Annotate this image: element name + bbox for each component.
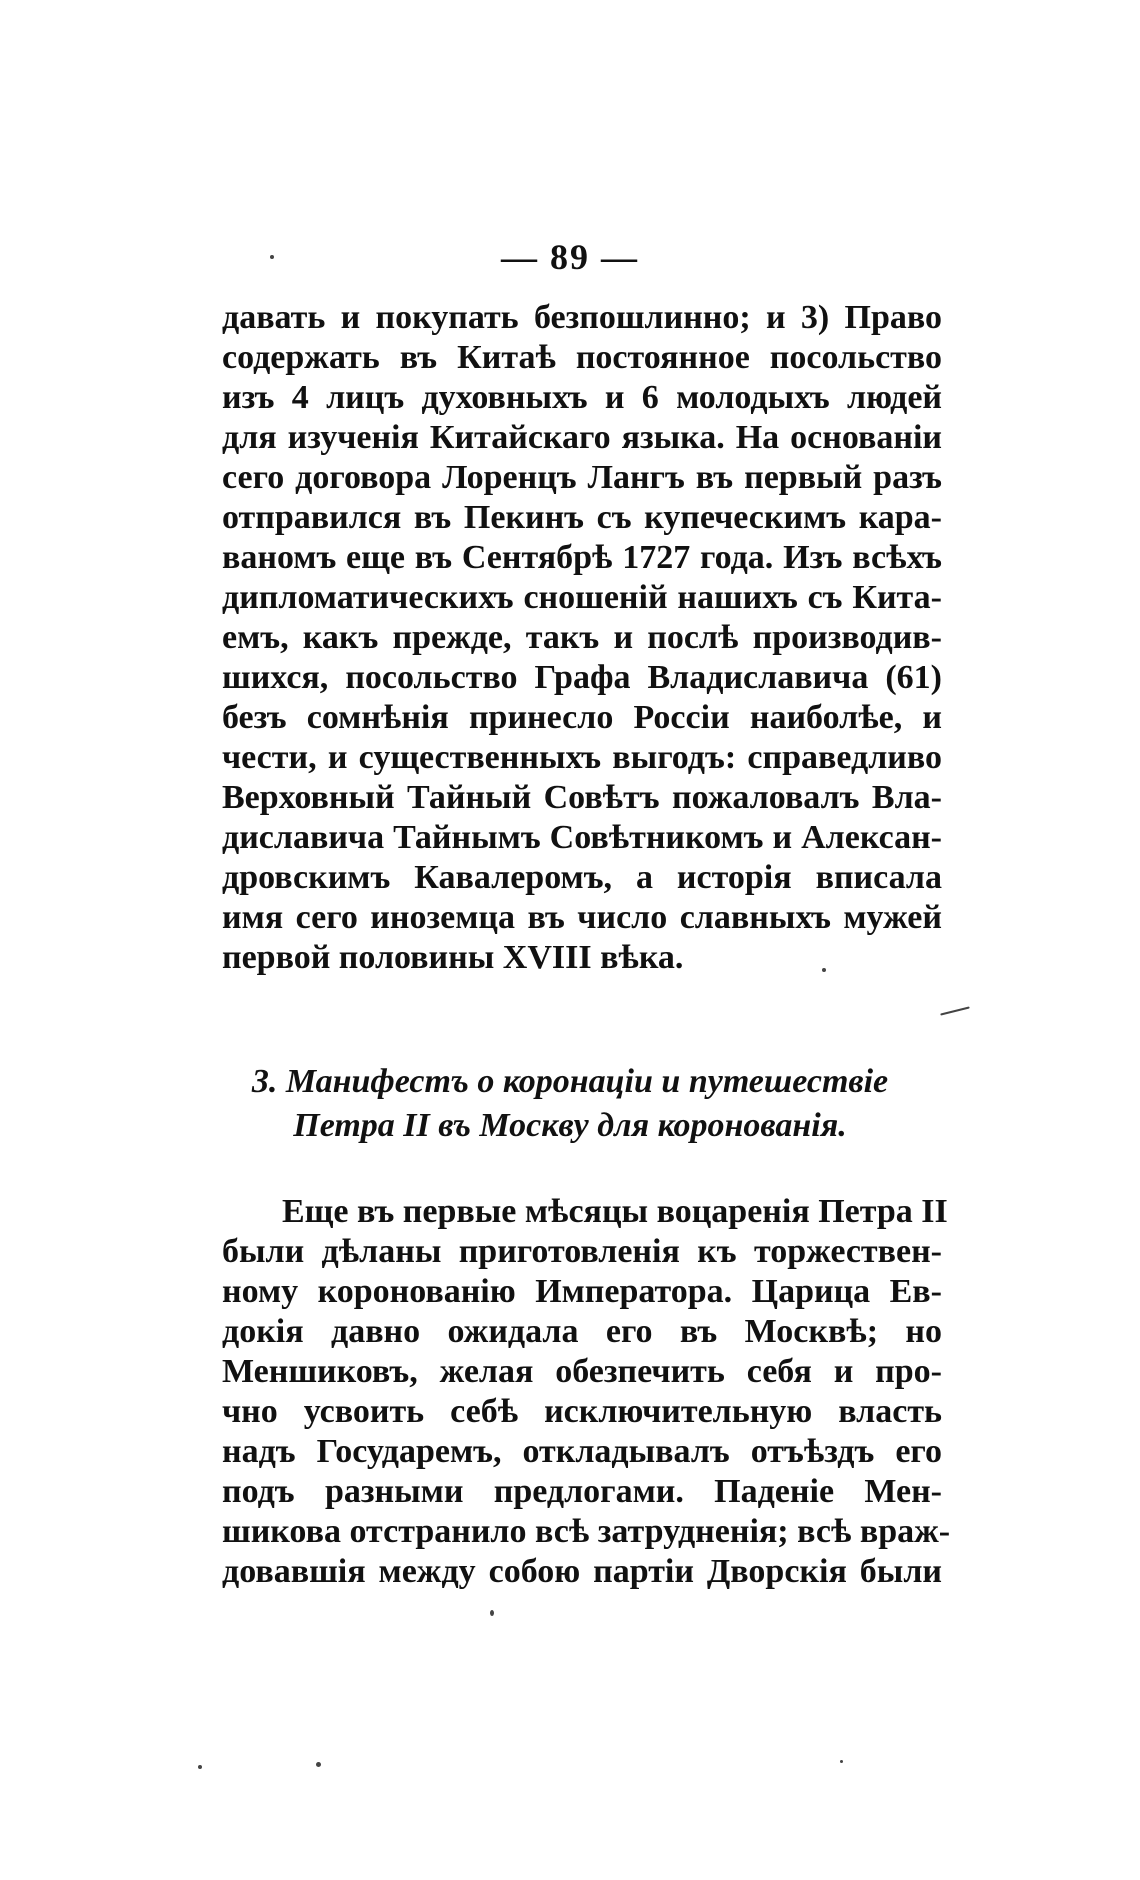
text-line: изъ 4 лицъ духовныхъ и 6 молодыхъ людей: [222, 379, 942, 416]
heading-line: 3. Манифестъ о коронаціи и путешествіе: [251, 1063, 889, 1100]
text-line: емъ, какъ прежде, такъ и послѣ производив-: [222, 619, 942, 656]
text-line: шикова отстранило всѣ затрудненія; всѣ враж-: [222, 1513, 951, 1550]
text-line: первой половины XVIII вѣка.: [222, 939, 684, 976]
scan-speck: [316, 1762, 321, 1767]
scan-speck: [822, 968, 826, 972]
text-line: сего договора Лоренцъ Лангъ въ первый разъ: [222, 459, 942, 496]
text-line: надъ Государемъ, откладывалъ отъѣздъ его: [222, 1433, 942, 1470]
scan-speck: [940, 1006, 970, 1015]
text-line: ному коронованію Императора. Царица Ев-: [222, 1273, 942, 1310]
text-line: диславича Тайнымъ Совѣтникомъ и Алексан-: [222, 819, 942, 856]
heading-line: Петра II въ Москву для коронованія.: [293, 1107, 847, 1144]
paragraph-1: [222, 298, 942, 978]
text-line: довавшія между собою партіи Дворскія были: [222, 1553, 942, 1590]
text-line: подъ разными предлогами. Паденіе Мен-: [222, 1473, 942, 1510]
text-line: Меншиковъ, желая обезпечить себя и про-: [222, 1353, 942, 1390]
text-line: имя сего иноземца въ число славныхъ мужей: [222, 899, 942, 936]
text-line: Верховный Тайный Совѣтъ пожаловалъ Вла-: [222, 779, 942, 816]
text-line: дровскимъ Кавалеромъ, а исторія вписала: [222, 859, 942, 896]
text-line: давать и покупать безпошлинно; и 3) Право: [222, 299, 942, 336]
scan-speck: [198, 1765, 202, 1769]
page-number: — 89 —: [501, 237, 639, 277]
text-line: отправился въ Пекинъ съ купеческимъ кара-: [222, 499, 942, 536]
scan-speck: [840, 1760, 843, 1763]
section-heading: [0, 1060, 1140, 1148]
text-line: дипломатическихъ сношеній нашихъ съ Кита-: [222, 579, 942, 616]
scan-speck: [490, 1610, 494, 1616]
paragraph-2: [222, 1192, 951, 1592]
text-line: шихся, посольство Графа Владиславича (61): [222, 659, 942, 696]
text-line: безъ сомнѣнія принесло Россіи наиболѣе, и: [222, 699, 942, 736]
text-line: ваномъ еще въ Сентябрѣ 1727 года. Изъ всѣхъ: [222, 539, 942, 576]
text-line: Еще въ первые мѣсяцы воцаренія Петра II: [282, 1193, 948, 1230]
text-line: докія давно ожидала его въ Москвѣ; но: [222, 1313, 942, 1350]
text-line: для изученія Китайскаго языка. На основаніи: [222, 419, 942, 456]
text-line: чно усвоить себѣ исключительную власть: [222, 1393, 942, 1430]
text-line: были дѣланы приготовленія къ торжествен-: [222, 1233, 942, 1270]
text-line: чести, и существенныхъ выгодъ: справедливо: [222, 739, 942, 776]
text-line: содержать въ Китаѣ постоянное посольство: [222, 339, 942, 376]
scan-speck: [270, 255, 274, 259]
